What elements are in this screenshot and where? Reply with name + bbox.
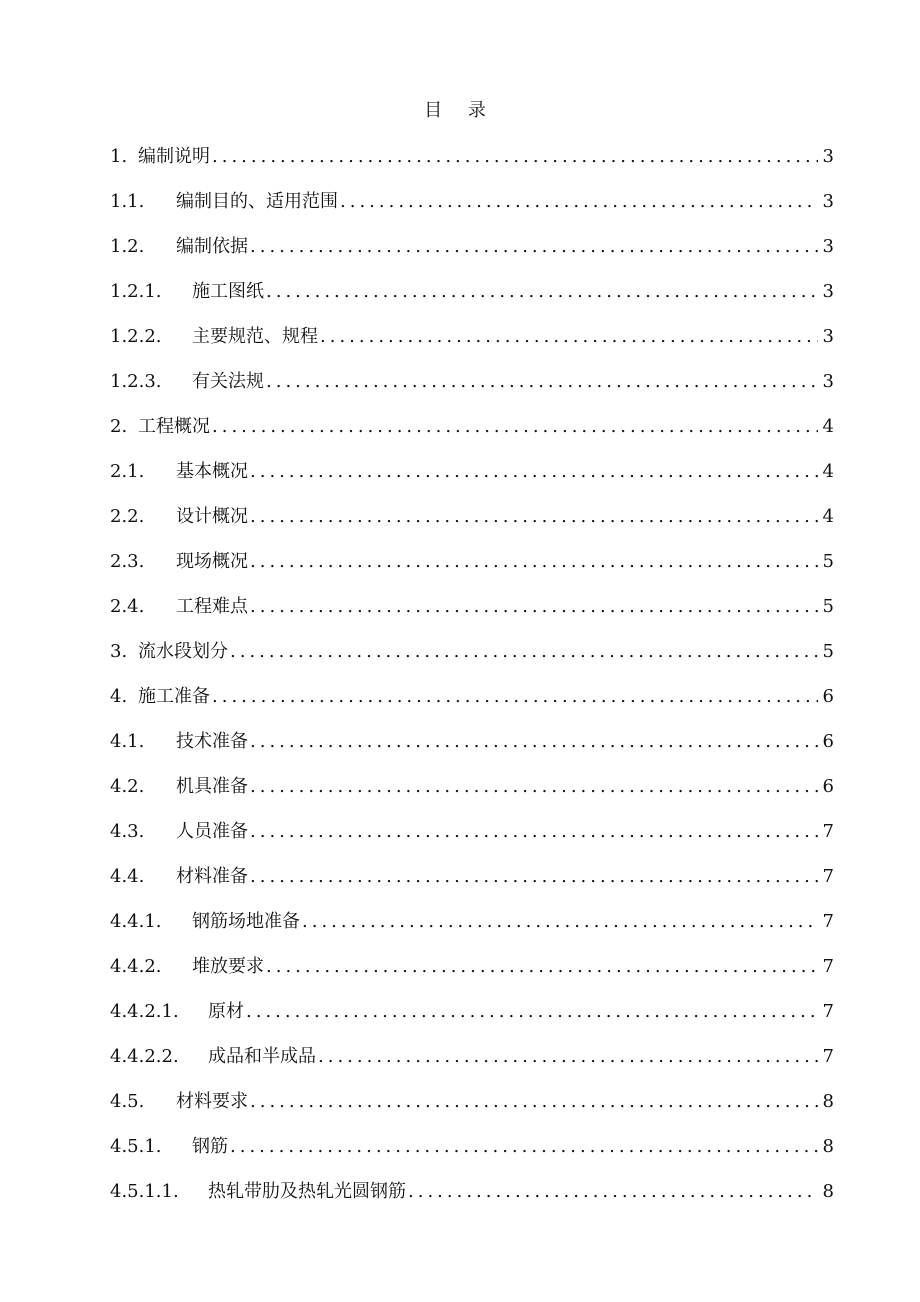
toc-entry-page: 4 xyxy=(822,461,834,482)
toc-entry xyxy=(110,232,834,277)
toc-entry-number: 1.2.2. xyxy=(110,326,162,347)
toc-dot-leader xyxy=(266,367,818,397)
toc-entry-number: 4.1. xyxy=(110,731,145,752)
toc-entry-label: 流水段划分 xyxy=(138,641,228,662)
toc-entry-label: 施工准备 xyxy=(138,686,210,707)
toc-entry xyxy=(110,637,834,682)
toc-entry-page: 8 xyxy=(822,1181,834,1202)
toc-entry xyxy=(110,412,834,457)
toc-entry-page: 7 xyxy=(822,956,834,977)
toc-entry-label: 编制目的、适用范围 xyxy=(176,191,338,212)
toc-entry xyxy=(110,772,834,817)
toc-entry xyxy=(110,142,834,187)
toc-entry-label: 编制依据 xyxy=(176,236,248,257)
toc-entry-label: 现场概况 xyxy=(176,551,248,572)
toc-entry xyxy=(110,277,834,322)
toc-entry-page: 3 xyxy=(822,236,834,257)
toc-entry xyxy=(110,1132,834,1177)
toc-entry-number: 4.5. xyxy=(110,1091,145,1112)
toc-entry-number: 4.5.1.1. xyxy=(110,1181,179,1202)
toc-entry-number: 3. xyxy=(110,641,128,662)
toc-entry-number: 1. xyxy=(110,146,128,167)
toc-entry-label: 有关法规 xyxy=(192,371,264,392)
toc-entry-page: 8 xyxy=(822,1091,834,1112)
toc-entry-number: 4.2. xyxy=(110,776,145,797)
toc-entry-page: 6 xyxy=(822,686,834,707)
toc-entry-number: 2.2. xyxy=(110,506,145,527)
toc-dot-leader xyxy=(266,952,818,982)
toc-entry xyxy=(110,592,834,637)
toc-entry-label: 技术准备 xyxy=(176,731,248,752)
toc-entry-label: 主要规范、规程 xyxy=(192,326,318,347)
toc-dot-leader xyxy=(266,277,818,307)
toc-entry-number: 4.4.2. xyxy=(110,956,162,977)
toc-dot-leader xyxy=(250,547,818,577)
toc-entry-page: 3 xyxy=(822,281,834,302)
toc-entry-label: 编制说明 xyxy=(138,146,210,167)
toc-entry-label: 原材 xyxy=(208,1001,244,1022)
toc-entry-number: 2.4. xyxy=(110,596,145,617)
toc-dot-leader xyxy=(250,862,818,892)
toc-entry-number: 4.4. xyxy=(110,866,145,887)
toc-entry-page: 7 xyxy=(822,866,834,887)
toc-entry xyxy=(110,322,834,367)
toc-entry-page: 4 xyxy=(822,506,834,527)
toc-entry xyxy=(110,997,834,1042)
toc-dot-leader xyxy=(302,907,818,937)
toc-entry-page: 7 xyxy=(822,1001,834,1022)
toc-dot-leader xyxy=(250,502,818,532)
toc-dot-leader xyxy=(250,457,818,487)
toc-entry-label: 材料准备 xyxy=(176,866,248,887)
toc-dot-leader xyxy=(250,232,818,262)
toc-dot-leader xyxy=(212,682,818,712)
toc-entry-number: 4. xyxy=(110,686,128,707)
toc-entry xyxy=(110,862,834,907)
toc-entry xyxy=(110,727,834,772)
toc-entry xyxy=(110,502,834,547)
toc-entry-page: 3 xyxy=(822,326,834,347)
toc-entry-number: 4.4.2.1. xyxy=(110,1001,179,1022)
toc-dot-leader xyxy=(230,1132,818,1162)
toc-dot-leader xyxy=(408,1177,818,1207)
toc-entry-page: 3 xyxy=(822,191,834,212)
toc-entry-page: 7 xyxy=(822,1046,834,1067)
toc-entry xyxy=(110,682,834,727)
toc-entry-number: 4.5.1. xyxy=(110,1136,162,1157)
toc-dot-leader xyxy=(340,187,818,217)
toc-entry-number: 1.2.1. xyxy=(110,281,162,302)
toc-entry-number: 1.2. xyxy=(110,236,145,257)
toc-entry xyxy=(110,547,834,592)
toc-entry xyxy=(110,187,834,232)
toc-entry-label: 热轧带肋及热轧光圆钢筋 xyxy=(208,1181,406,1202)
toc-dot-leader xyxy=(246,997,818,1027)
toc-entry xyxy=(110,457,834,502)
toc-entry-label: 钢筋 xyxy=(192,1136,228,1157)
toc-dot-leader xyxy=(318,1042,818,1072)
toc-entry-number: 4.3. xyxy=(110,821,145,842)
toc-entry-number: 4.4.2.2. xyxy=(110,1046,179,1067)
toc-entry-label: 人员准备 xyxy=(176,821,248,842)
toc-entry-number: 2.3. xyxy=(110,551,145,572)
toc-entry-page: 3 xyxy=(822,371,834,392)
toc-entry-page: 6 xyxy=(822,776,834,797)
toc-dot-leader xyxy=(230,637,818,667)
toc-entry-page: 5 xyxy=(822,551,834,572)
toc-entry-page: 5 xyxy=(822,596,834,617)
toc-entry xyxy=(110,907,834,952)
toc-entry-label: 钢筋场地准备 xyxy=(192,911,300,932)
toc-title: 目 录 xyxy=(424,100,496,121)
toc-dot-leader xyxy=(250,727,818,757)
toc-entry-label: 堆放要求 xyxy=(192,956,264,977)
toc-entry-label: 设计概况 xyxy=(176,506,248,527)
toc-entry-number: 2. xyxy=(110,416,128,437)
toc-entry-page: 7 xyxy=(822,911,834,932)
toc-entry-number: 1.2.3. xyxy=(110,371,162,392)
toc-entry-number: 2.1. xyxy=(110,461,145,482)
toc-dot-leader xyxy=(212,412,818,442)
toc-entry-label: 工程概况 xyxy=(138,416,210,437)
toc-entry-page: 3 xyxy=(822,146,834,167)
toc-entry-page: 8 xyxy=(822,1136,834,1157)
toc-dot-leader xyxy=(250,772,818,802)
toc-entry xyxy=(110,367,834,412)
toc-dot-leader xyxy=(320,322,818,352)
toc-dot-leader xyxy=(250,817,818,847)
toc-entry xyxy=(110,1087,834,1132)
toc-entry-page: 7 xyxy=(822,821,834,842)
toc-entry xyxy=(110,1177,834,1222)
toc-entry xyxy=(110,817,834,862)
toc-entry-label: 机具准备 xyxy=(176,776,248,797)
toc-dot-leader xyxy=(250,592,818,622)
toc-entry-label: 材料要求 xyxy=(176,1091,248,1112)
toc-entry-label: 工程难点 xyxy=(176,596,248,617)
toc-dot-leader xyxy=(250,1087,818,1117)
toc-entry-number: 4.4.1. xyxy=(110,911,162,932)
toc-entry-page: 4 xyxy=(822,416,834,437)
toc-dot-leader xyxy=(212,142,818,172)
toc-entry-page: 6 xyxy=(822,731,834,752)
toc-entry xyxy=(110,952,834,997)
toc-entry-number: 1.1. xyxy=(110,191,145,212)
toc-entry xyxy=(110,1042,834,1087)
toc-entry-label: 施工图纸 xyxy=(192,281,264,302)
table-of-contents xyxy=(110,142,834,1222)
toc-entry-label: 基本概况 xyxy=(176,461,248,482)
toc-entry-page: 5 xyxy=(822,641,834,662)
toc-entry-label: 成品和半成品 xyxy=(208,1046,316,1067)
